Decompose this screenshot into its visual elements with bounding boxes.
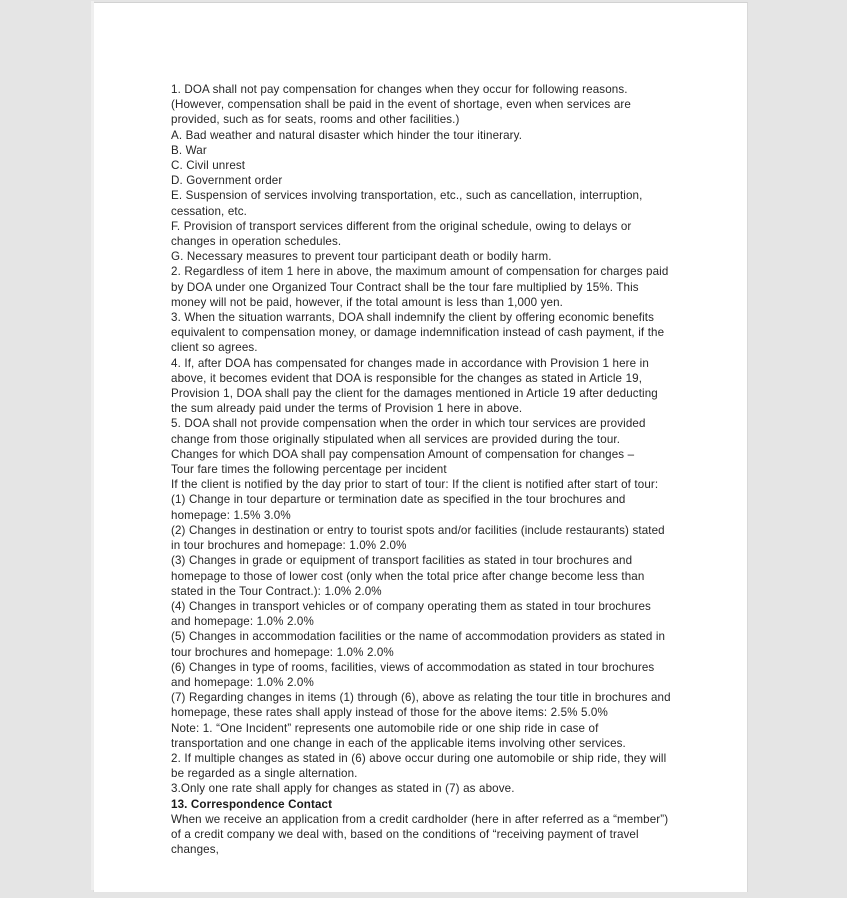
body-paragraph: 4. If, after DOA has compensated for changes made in accordance with Provision 1 here in above, it becomes evident that DOA is responsible for the changes as stated in Article 19, Provision 1, DOA shall pay the client for the damages mentioned in Article 19 after deducting the sum already paid under the terms of Provision 1 here in above. <box>171 356 658 416</box>
body-paragraph: 2. Regardless of item 1 here in above, the maximum amount of compensation for charges paid by DOA under one Organized Tour Contract shall be the tour fare multiplied by 15%. This money will not be paid, however, if the total amount is less than 1,000 yen. <box>171 265 669 309</box>
body-paragraph: (6) Changes in type of rooms, facilities, views of accommodation as stated in tour brochures and homepage: 1.0% 2.0% <box>171 660 655 689</box>
body-paragraph: (3) Changes in grade or equipment of transport facilities as stated in tour brochures and homepage to those of lower cost (only when the total price after change become less than stated in the Tour Contract.): 1.0% 2.0% <box>171 554 645 598</box>
body-paragraph: 3.Only one rate shall apply for changes as stated in (7) as above. <box>171 782 515 796</box>
body-paragraph: 1. DOA shall not pay compensation for changes when they occur for following reasons. (However, compensation shall be paid in the event of shortage, even when services are provided, such as for seats, rooms and other facilities.) <box>171 83 631 127</box>
document-page <box>93 2 748 892</box>
body-paragraph: D. Government order <box>171 174 283 188</box>
body-paragraph: 3. When the situation warrants, DOA shall indemnify the client by offering economic benefits equivalent to compensation money, or damage indemnification instead of cash payment, if the client so agrees. <box>171 311 665 355</box>
body-paragraph: A. Bad weather and natural disaster which hinder the tour itinerary. <box>171 128 523 142</box>
body-paragraph: 2. If multiple changes as stated in (6) above occur during one automobile or ship ride, they will be regarded as a single alternation. <box>171 751 667 781</box>
body-paragraph: (5) Changes in accommodation facilities or the name of accommodation providers as stated in tour brochures and homepage: 1.0% 2.0% <box>171 630 666 659</box>
body-paragraph: E. Suspension of services involving transportation, etc., such as cancellation, interruption, cessation, etc. <box>171 189 643 218</box>
body-paragraph: 5. DOA shall not provide compensation when the order in which tour services are provided change from those originally stipulated when all services are provided during the tour. <box>171 417 646 446</box>
body-paragraph: B. War <box>171 143 207 157</box>
body-paragraph: (4) Changes in transport vehicles or of company operating them as stated in tour brochures and homepage: 1.0% 2.0% <box>171 599 651 629</box>
body-paragraph: If the client is notified by the day prior to start of tour: If the client is notified after start of tour: <box>171 478 659 492</box>
document-text-body <box>171 82 674 857</box>
body-paragraph: G. Necessary measures to prevent tour participant death or bodily harm. <box>171 250 552 264</box>
body-paragraph: (1) Change in tour departure or termination date as specified in the tour brochures and homepage: 1.5% 3.0% <box>171 493 626 522</box>
body-paragraph: (7) Regarding changes in items (1) through (6), above as relating the tour title in brochures and homepage, these rates shall apply instead of those for the above items: 2.5% 5.0% <box>171 691 671 720</box>
body-paragraph: Note: 1. “One Incident” represents one automobile ride or one ship ride in case of transportation and one change in each of the applicable items involving other services. <box>171 721 626 750</box>
section-heading: 13. Correspondence Contact <box>171 797 333 811</box>
body-paragraph: (2) Changes in destination or entry to tourist spots and/or facilities (include restaurants) stated in tour brochures and homepage: 1.0% 2.0% <box>171 523 665 553</box>
body-paragraph: Tour fare times the following percentage per incident <box>171 463 447 477</box>
body-paragraph: Changes for which DOA shall pay compensation Amount of compensation for changes – <box>171 447 635 461</box>
body-paragraph: When we receive an application from a credit cardholder (here in after referred as a “member”) of a credit company we deal with, based on the conditions of “receiving payment of travel changes, <box>171 812 669 857</box>
body-paragraph: F. Provision of transport services different from the original schedule, owing to delays or changes in operation schedules. <box>171 219 632 249</box>
body-paragraph: C. Civil unrest <box>171 159 246 173</box>
